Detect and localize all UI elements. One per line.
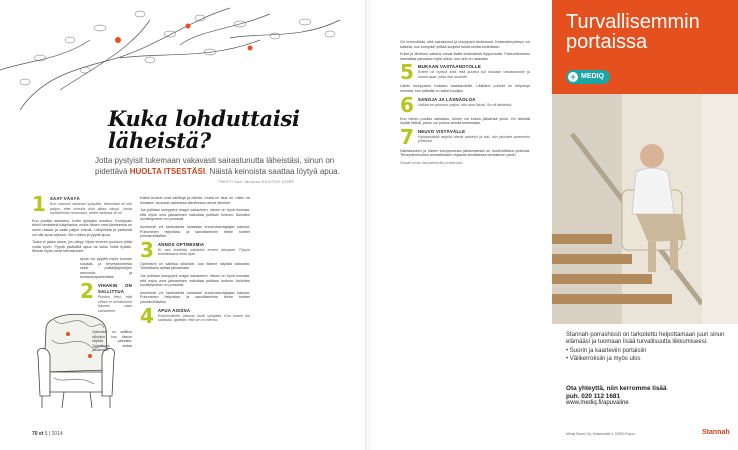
section-6	[400, 92, 530, 117]
section-number: 7	[400, 124, 414, 149]
section-heading: VIHAKIN ON SALLITTUA	[97, 282, 132, 294]
section-heading: MUKAAN VASTAANOTOLLE	[417, 64, 481, 70]
section-quote: Eniten oli hyötyä siitä, että puoliso tuli mukaan vastaanotolle ja muisti asiat, jotka itse unohdin.	[417, 70, 530, 79]
section-4	[140, 303, 250, 328]
ad-bullet: • Välikerroksiin ja myös ulos	[566, 356, 734, 363]
left-page	[0, 0, 366, 450]
section-heading: ANNOS OPTIMISMIA	[157, 241, 205, 247]
advertisement[interactable]	[552, 0, 738, 450]
body-paragraph: Toista ei jaksa tukea, jos väsyy. Myös terveen puolison pitää voida hyvin. Pyydä ystävältä apua tai kutsu heitä kylään. Muista myös omat harrastukset.	[32, 240, 132, 254]
section-quote: Kun vaimoni sairastui syöpään, tekemistä oli niin paljon, ettei minulla ollut aikaa väsyä. Vasta myöhemmin huomasin, miten rankkaa se oli.	[49, 202, 132, 216]
ad-body	[566, 332, 734, 363]
section-number: 4	[140, 303, 154, 328]
section-number: 5	[400, 60, 414, 85]
mediq-badge-label: MEDIQ	[581, 73, 604, 80]
section-quote: Vaikka en puhunut paljon, olin aina läsnä. Se oli tärkeintä.	[417, 102, 513, 107]
section-quote: Puoliso tiesi, että vihani ei kohdistunut häneen vaan sairauteen.	[97, 294, 132, 313]
title-line-1: Kuka lohduttaisi	[108, 106, 300, 131]
lead-text-1: Jotta pystyisit tukemaan vakavasti sairastunutta läheistäsi, sinun on pidettävä	[95, 156, 335, 176]
title-line-2: läheistä?	[108, 128, 211, 153]
body-paragraph: Apua voi pyytää myös kunnan sosiaali- ja terveystoimesta sekä potilasjärjestöjen neuvonta- ja kuntoutuspalveluista.	[80, 256, 132, 280]
column-1-wrap	[92, 330, 132, 356]
lead-text-2: . Näistä keinoista saattaa löytyä apua.	[205, 166, 340, 176]
magazine-name: et	[38, 431, 44, 437]
ad-call-line-1: Ota yhteyttä, niin kerromme lisää	[566, 385, 667, 392]
lead-highlight: HUOLTA ITSESTÄSI	[129, 166, 206, 176]
stannah-logo: Stannah	[702, 429, 730, 436]
body-paragraph: Kun toinen puoliso sairastuu, toinen voi kokea jäävänsä yksin. On tärkeää löytää hetkiä, jolloin voi puhua omista tunteistaan.	[400, 116, 530, 126]
section-heading: SANOJA JA LÄSNÄOLOA	[417, 96, 476, 102]
tree-illustration	[0, 0, 366, 110]
body-paragraph: Sairastuneen ja hänen kumppaninsa jaksamisesta on huolehdittava yhdessä. Terveydenhuollon ammattilaiset ohjaavat tarvittaessa vertaistuen pariin.	[400, 148, 530, 158]
ad-bullet-list	[566, 348, 734, 362]
ad-contact	[566, 385, 734, 408]
column-1	[32, 192, 132, 316]
byline: TEKSTI Sari Järvinen KUVITUS 123RF	[218, 180, 295, 184]
ad-address: Mediq Suomi Oy, Koskelontie 4, 02920 Espoo	[566, 432, 635, 436]
column-3	[400, 40, 530, 165]
ad-header	[552, 0, 738, 94]
mediq-badge	[566, 70, 610, 84]
quote-credit: Sitaatit koottu haastateltavilta ja tarinoista.	[400, 160, 464, 165]
body-paragraph: On luonnollista, että sairastunut ja kumppani ahdistuvat. Keskusteluyhteys voi katketa, kun kumpikin yrittää suojella toista omilta tunteiltaan.	[400, 40, 530, 49]
body-paragraph: Jos potilaan kumppani reagoi sairauteen, hänen on hyvä muistaa, että myös oma jaksaminen vaikuttaa potilaan hoitoon. Asioiden hyväksyminen on prosessi.	[140, 273, 250, 288]
stairlift-photo	[552, 94, 738, 324]
column-2	[140, 196, 250, 328]
body-paragraph: Optimismi on sallittua silloinkin, kun tilanne näyttää vaikealta. Toiveikkuus auttaa jaksamaan.	[92, 330, 132, 353]
body-paragraph: Avoimesti voi keskustella sairaalan kuntoutusohjaajan kanssa. Puhuminen helpottaa, ja sanoittaminen tekee tunteet ymmärrettäviksi.	[140, 224, 250, 239]
article-title	[108, 108, 308, 152]
section-heading: NEUVO VISTÄVÄLLE	[417, 128, 466, 134]
section-quote: Ensimmäinen vaimoni kuoli syöpään. Kun toinen kin sairastui, ajattelin, että se on menoa.	[157, 313, 250, 323]
section-7	[400, 124, 530, 149]
body-paragraph: Jos potilaan kumppani reagoi sairauteen, hänen on hyvä muistaa, että myös oma jaksaminen vaikuttaa potilaan hoitoon. Asioiden hyväksyminen on prosessi.	[140, 208, 250, 222]
plus-cross-icon: +	[568, 72, 578, 82]
lead-paragraph	[95, 156, 360, 177]
body-paragraph: Optimismi on sallittua silloinkin, kun tilanne näyttää vaikealta. Toiveikkuus auttaa jaksamaan.	[140, 261, 250, 271]
section-number: 6	[400, 92, 414, 117]
ad-title	[566, 12, 736, 52]
section-3	[140, 237, 250, 262]
issue-number: 5 | 2014	[44, 431, 63, 437]
page-footer	[32, 431, 63, 437]
body-paragraph: Lähde kumppanin mukaan vastaanotolle. Lääkärin puheet on helpompi muistaa, kun paikalla on kaksi kuulijaa.	[400, 84, 530, 93]
ad-title-line-1: Turvallisemmin	[566, 11, 700, 33]
section-heading: APUA AOISSA	[157, 307, 191, 313]
body-paragraph: Avoimesti voi keskustella sairaalan kuntoutusohjaajan kanssa. Puhuminen helpottaa, ja sanoittaminen tekee tunteet ymmärrettäviksi.	[140, 290, 250, 304]
ad-description: Stannah-porrashissit on tarkoitettu helpottamaan juuri sinun elämääsi ja tuomaan lisää turvallisuutta liikkumiseesi.	[566, 332, 725, 346]
section-number: 2	[80, 278, 94, 303]
section-number: 3	[140, 237, 154, 262]
section-5	[400, 60, 530, 85]
section-1	[32, 192, 132, 216]
ad-web-link[interactable]: www.mediq.fi/apuvaline	[566, 400, 629, 407]
ad-bullet: • Suorin ja kaarteviin portaisiin	[566, 348, 734, 355]
ad-phone[interactable]: puh. 020 112 1681	[566, 392, 621, 400]
ad-title-line-2: portaissa	[566, 31, 648, 53]
section-number: 1	[32, 192, 46, 216]
section-quote: Ei saa kuvitella sairautta ennen aikojaan. Pysyin toiveikkaana koko ajan.	[157, 247, 250, 257]
body-paragraph: Kriisit ja läheisen sairaus voivat lisätä keskinäistä riippuvuutta. Parisuhteeseen kannattaa panostaa myös silloin, kun arki on raskasta.	[400, 52, 530, 61]
body-paragraph: Kun puoliso sairastuu, kodin työnjako muuttuu. Kumppani toimii henkisenä tukipilarina, mutta hänen oma tilanteensa on usein raskas ja vaatii paljon voimia. Lähipiiristä ja ystävistä voi olla apua arjessa. Ole rohkea ja pyydä apua.	[32, 218, 132, 237]
section-heading: SAAT VÄSYÄ	[49, 196, 80, 201]
page-number: 70	[32, 431, 38, 437]
body-paragraph: Kaikki tunteet ovat sallittuja ja oikeita, mutta eri asia on, miten ne ilmaisee, arvioivat vaikeassa tilanteessa olevat läheiset.	[140, 196, 250, 205]
section-quote: Hyödyntäkää tarjolla olevat palvelut ja tuki, niin jaksatte paremmin yhdessä.	[417, 134, 530, 144]
